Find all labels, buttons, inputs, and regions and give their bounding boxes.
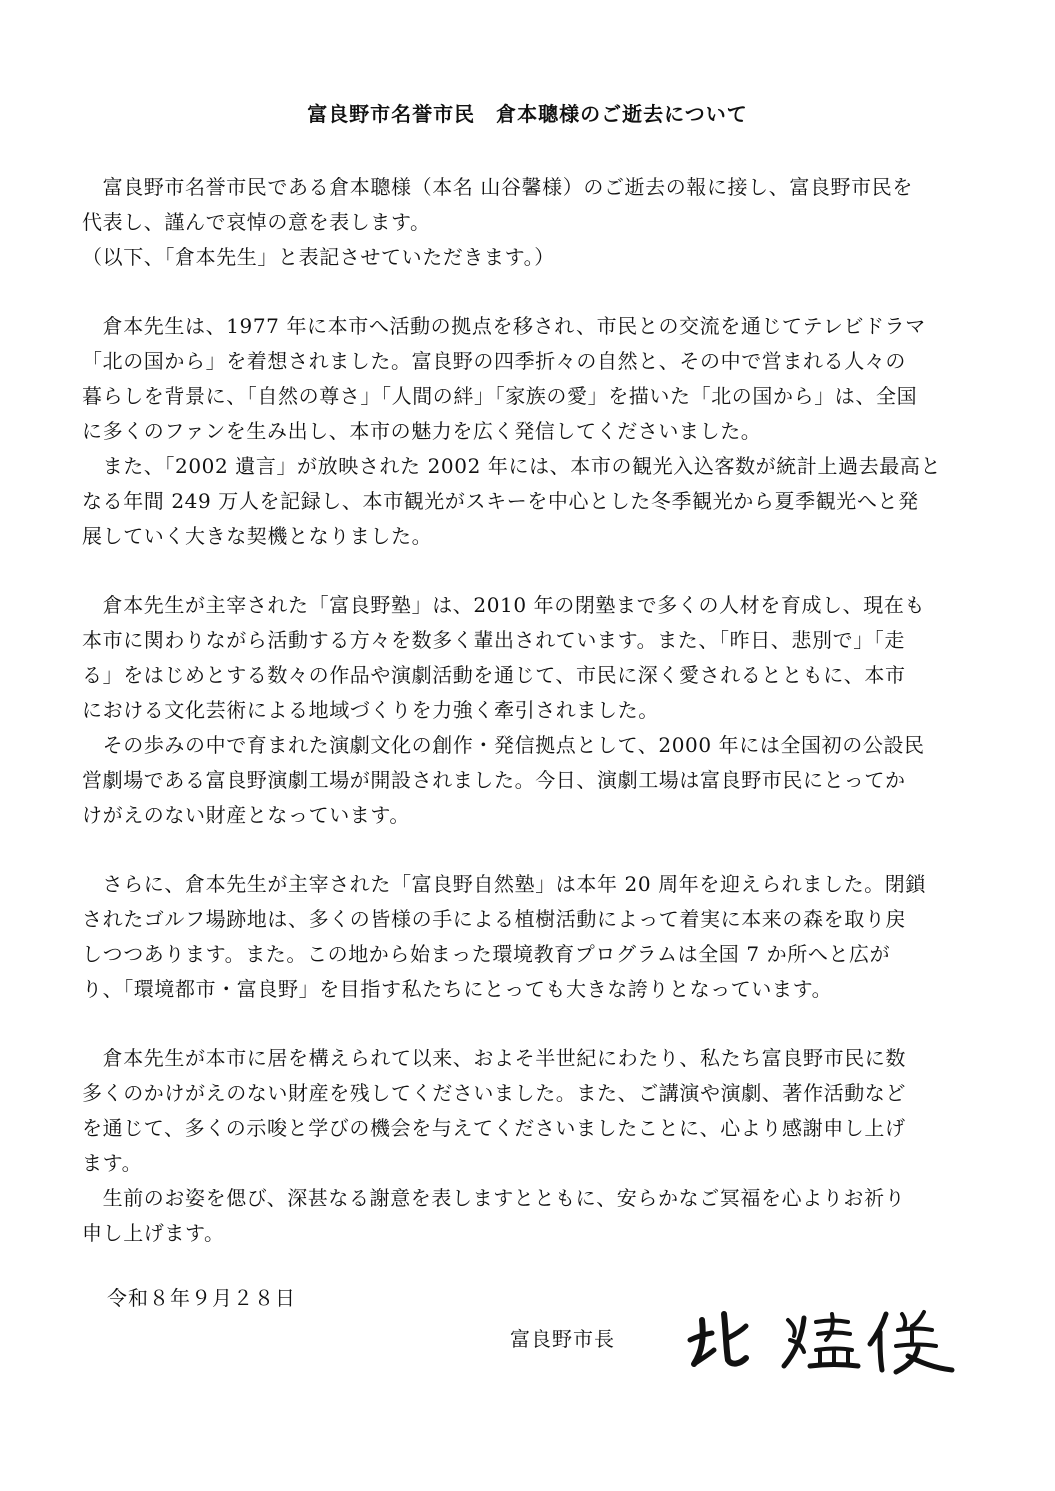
paragraph-line: 倉本先生は、1977 年に本市へ活動の拠点を移され、市民との交流を通じてテレビドラマ [82,314,926,338]
signatory-title: 富良野市長 [510,1327,615,1351]
paragraph-gratitude [82,1041,978,1251]
paragraph-line: 申し上げます。 [82,1221,225,1245]
paragraph-line: その歩みの中で育まれた演劇文化の創作・発信拠点として、2000 年には全国初の公設民 [82,733,925,757]
paragraph-line: を通じて、多くの示唆と学びの機会を与えてくださいましたことに、心より感謝申し上げ [82,1116,906,1140]
paragraph-line: 倉本先生が本市に居を構えられて以来、およそ半世紀にわたり、私たち富良野市民に数 [82,1046,906,1070]
paragraph-line: しつつあります。また。この地から始まった環境教育プログラムは全国 7 か所へと広が [82,942,891,966]
paragraph-line: 営劇場である富良野演劇工場が開設されました。今日、演劇工場は富良野市民にとってか [82,768,906,792]
paragraph-line: 富良野市名誉市民である倉本聰様（本名 山谷馨様）のご逝去の報に接し、富良野市民を [82,175,913,199]
paragraph-line: 本市に関わりながら活動する方々を数多く輩出されています。また、「昨日、悲別で」「走 [82,628,905,652]
paragraph-line: 暮らしを背景に、「自然の尊さ」「人間の絆」「家族の愛」を描いた「北の国から」は、全国 [82,384,918,408]
paragraph-line: されたゴルフ場跡地は、多くの皆様の手による植樹活動によって着実に本来の森を取り戻 [82,907,906,931]
paragraph-line: なる年間 249 万人を記録し、本市観光がスキーを中心とした冬季観光から夏季観光へと発 [82,489,919,513]
handwritten-signature-icon [680,1300,970,1380]
paragraph-line: ます。 [82,1151,143,1175]
paragraph-line: 多くのかけがえのない財産を残してくださいました。また、ご講演や演劇、著作活動など [82,1081,906,1105]
paragraph-condolence [82,170,978,275]
paragraph-line: 展していく大きな契機となりました。 [82,524,433,548]
paragraph-line: また、「2002 遺言」が放映された 2002 年には、本市の観光入込客数が統計上過去最高と [82,454,942,478]
paragraph-line: 生前のお姿を偲び、深甚なる謝意を表しますとともに、安らかなご冥福を心よりお祈り [82,1186,906,1210]
paragraph-kita-no-kuni-kara [82,309,978,554]
paragraph-line: さらに、倉本先生が主宰された「富良野自然塾」は本年 20 周年を迎えられました。閉鎖 [82,872,926,896]
page-title: 富良野市名誉市民 倉本聰様のご逝去について [307,102,748,126]
paragraph-shizen-juku [82,867,978,1007]
paragraph-line: り、「環境都市・富良野」を目指す私たちにとっても大きな誇りとなっています。 [82,977,833,1001]
letter-date: 令和８年９月２８日 [107,1286,296,1310]
paragraph-line: に多くのファンを生み出し、本市の魅力を広く発信してくださいました。 [82,419,762,443]
letter-body [82,170,978,1251]
paragraph-line: 代表し、謹んで哀悼の意を表します。 [82,210,431,234]
paragraph-line: における文化芸術による地域づくりを力強く牽引されました。 [82,698,659,722]
paragraph-line: 倉本先生が主宰された「富良野塾」は、2010 年の閉塾まで多くの人材を育成し、現在も [82,593,926,617]
paragraph-line: 「北の国から」を着想されました。富良野の四季折々の自然と、その中で営まれる人々の [82,349,906,373]
paragraph-furano-juku [82,588,978,833]
paragraph-line: る」をはじめとする数々の作品や演劇活動を通じて、市民に深く愛されるとともに、本市 [82,663,906,687]
paragraph-line: （以下、「倉本先生」と表記させていただきます。） [82,245,555,269]
paragraph-line: けがえのない財産となっています。 [82,803,410,827]
